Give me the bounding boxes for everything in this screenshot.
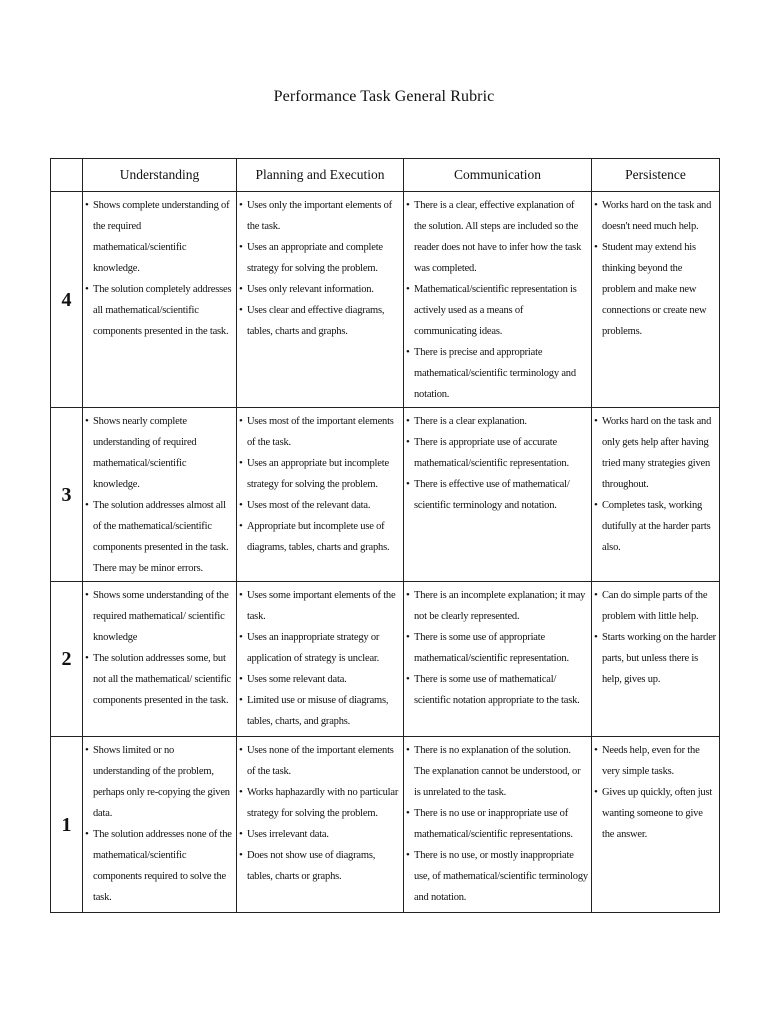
list-item: • Does not show use of diagrams, tables, charts or graphs.	[240, 845, 400, 887]
list-item: • Works haphazardly with no particular strategy for solving the problem.	[240, 782, 400, 824]
list-item: • There is a clear explanation.	[407, 411, 588, 432]
list-item: • Shows complete understanding of the required mathematical/scientific knowledge.	[86, 195, 233, 279]
list-item: • Uses clear and effective diagrams, tables, charts and graphs.	[240, 300, 400, 342]
understanding-list	[86, 195, 233, 342]
table-row	[51, 408, 720, 582]
list-item: • Limited use or misuse of diagrams, tables, charts, and graphs.	[240, 690, 400, 732]
table-row	[51, 192, 720, 408]
list-item: • Uses an inappropriate strategy or application of strategy is unclear.	[240, 627, 400, 669]
list-item: • Uses none of the important elements of the task.	[240, 740, 400, 782]
page-title: Performance Task General Rubric	[273, 88, 495, 105]
list-item: • There is no use or inappropriate use of mathematical/scientific representations.	[407, 803, 588, 845]
list-item: • There is some use of mathematical/ scientific notation appropriate to the task.	[407, 669, 588, 711]
table-row	[51, 737, 720, 913]
persistence-cell	[592, 582, 720, 737]
communication-cell	[404, 737, 592, 913]
planning-list	[240, 195, 400, 342]
rubric-body	[51, 192, 720, 913]
list-item: • Student may extend his thinking beyond the problem and make new connections or create new problems.	[595, 237, 716, 342]
list-item: • Uses only the important elements of the task.	[240, 195, 400, 237]
score-cell: 2	[51, 582, 83, 737]
list-item: • Uses irrelevant data.	[240, 824, 400, 845]
list-item: • Uses most of the relevant data.	[240, 495, 400, 516]
list-item: • Uses some important elements of the task.	[240, 585, 400, 627]
communication-list	[407, 195, 588, 405]
list-item: • Uses only relevant information.	[240, 279, 400, 300]
header-persistence: Persistence	[592, 159, 720, 192]
persistence-cell	[592, 192, 720, 408]
list-item: • The solution completely addresses all mathematical/scientific components presented in the task.	[86, 279, 233, 342]
list-item: • The solution addresses some, but not all the mathematical/ scientific components presented in the task.	[86, 648, 233, 711]
list-item: • There is an incomplete explanation; it may not be clearly represented.	[407, 585, 588, 627]
header-communication: Communication	[404, 159, 592, 192]
list-item: • There is effective use of mathematical/ scientific terminology and notation.	[407, 474, 588, 516]
list-item: • The solution addresses almost all of the mathematical/scientific components presented in the task. There may be minor errors.	[86, 495, 233, 579]
table-row	[51, 582, 720, 737]
understanding-cell	[83, 408, 237, 582]
list-item: • Completes task, working dutifully at the harder parts also.	[595, 495, 716, 558]
header-corner	[51, 159, 83, 192]
communication-cell	[404, 408, 592, 582]
list-item: • Uses some relevant data.	[240, 669, 400, 690]
list-item: • There is no explanation of the solution. The explanation cannot be understood, or is unrelated to the task.	[407, 740, 588, 803]
list-item: • Shows nearly complete understanding of required mathematical/scientific knowledge.	[86, 411, 233, 495]
understanding-cell	[83, 737, 237, 913]
list-item: • Shows some understanding of the required mathematical/ scientific knowledge	[86, 585, 233, 648]
list-item: • There is precise and appropriate mathematical/scientific terminology and notation.	[407, 342, 588, 405]
understanding-cell	[83, 192, 237, 408]
persistence-list	[595, 740, 716, 845]
persistence-list	[595, 411, 716, 558]
list-item: • There is some use of appropriate mathematical/scientific representation.	[407, 627, 588, 669]
list-item: • Needs help, even for the very simple tasks.	[595, 740, 716, 782]
list-item: • Works hard on the task and only gets help after having tried many strategies given throughout.	[595, 411, 716, 495]
planning-list	[240, 740, 400, 887]
communication-list	[407, 411, 588, 516]
list-item: • There is no use, or mostly inappropriate use, of mathematical/scientific terminology and notation.	[407, 845, 588, 908]
communication-list	[407, 585, 588, 711]
communication-cell	[404, 582, 592, 737]
planning-cell	[237, 192, 404, 408]
score-cell: 4	[51, 192, 83, 408]
list-item: • Starts working on the harder parts, but unless there is help, gives up.	[595, 627, 716, 690]
list-item: • Uses an appropriate but incomplete strategy for solving the problem.	[240, 453, 400, 495]
score-cell: 3	[51, 408, 83, 582]
communication-cell	[404, 192, 592, 408]
list-item: • Shows limited or no understanding of the problem, perhaps only re-copying the given data.	[86, 740, 233, 824]
understanding-list	[86, 585, 233, 711]
communication-list	[407, 740, 588, 908]
persistence-cell	[592, 737, 720, 913]
persistence-list	[595, 585, 716, 690]
planning-list	[240, 411, 400, 558]
header-planning-execution: Planning and Execution	[237, 159, 404, 192]
persistence-cell	[592, 408, 720, 582]
header-understanding: Understanding	[83, 159, 237, 192]
planning-list	[240, 585, 400, 732]
rubric-table	[50, 158, 720, 913]
planning-cell	[237, 408, 404, 582]
planning-cell	[237, 582, 404, 737]
understanding-cell	[83, 582, 237, 737]
list-item: • Can do simple parts of the problem with little help.	[595, 585, 716, 627]
persistence-list	[595, 195, 716, 342]
score-cell: 1	[51, 737, 83, 913]
list-item: • There is appropriate use of accurate mathematical/scientific representation.	[407, 432, 588, 474]
planning-cell	[237, 737, 404, 913]
understanding-list	[86, 411, 233, 579]
list-item: • The solution addresses none of the mathematical/scientific components required to solve the task.	[86, 824, 233, 908]
header-row	[51, 159, 720, 192]
list-item: • Gives up quickly, often just wanting someone to give the answer.	[595, 782, 716, 845]
list-item: • Uses an appropriate and complete strategy for solving the problem.	[240, 237, 400, 279]
list-item: • Works hard on the task and doesn't need much help.	[595, 195, 716, 237]
list-item: • Appropriate but incomplete use of diagrams, tables, charts and graphs.	[240, 516, 400, 558]
list-item: • There is a clear, effective explanation of the solution. All steps are included so the reader does not have to infer how the task was completed.	[407, 195, 588, 279]
understanding-list	[86, 740, 233, 908]
list-item: • Uses most of the important elements of the task.	[240, 411, 400, 453]
list-item: • Mathematical/scientific representation is actively used as a means of communicating ideas.	[407, 279, 588, 342]
